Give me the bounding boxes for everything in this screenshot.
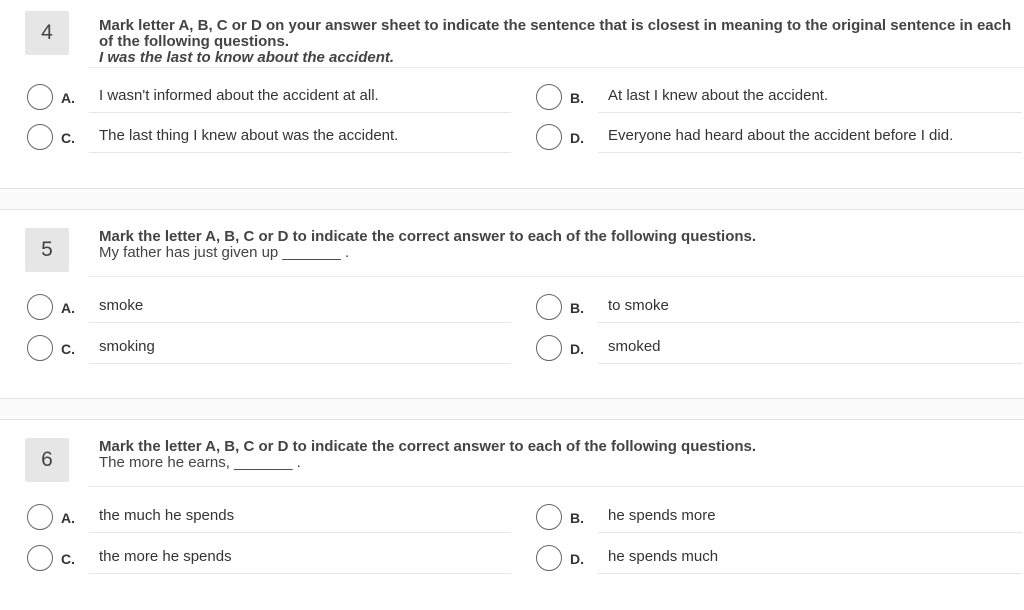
radio-button[interactable] [27,335,53,361]
option-text: the much he spends [99,507,235,524]
option-letter: A. [61,90,75,106]
option-underline [598,363,1022,364]
option-c[interactable] [27,540,511,574]
option-text: smoke [99,297,144,314]
option-text: At last I knew about the accident. [608,87,829,104]
option-a[interactable] [27,289,511,323]
option-underline [89,322,511,323]
question-instruction: Mark letter A, B, C or D on your answer sheet to indicate the sentence that is closest in meaning to the original sentence in each of the following questions. [99,17,1012,50]
question-4 [0,0,1024,190]
question-gap [0,399,1024,419]
option-underline [89,532,511,533]
option-b[interactable] [536,289,1022,323]
radio-button[interactable] [536,504,562,530]
option-letter: C. [61,130,75,146]
question-number: 4 [25,11,69,55]
option-underline [89,112,511,113]
option-underline [598,573,1022,574]
option-letter: D. [570,130,584,146]
option-letter: D. [570,341,584,357]
question-gap [0,189,1024,209]
option-c[interactable] [27,119,511,153]
option-d[interactable] [536,330,1022,364]
question-6 [0,420,1024,610]
radio-button[interactable] [536,294,562,320]
option-underline [89,363,511,364]
question-5 [0,210,1024,400]
option-letter: B. [570,510,584,526]
radio-button[interactable] [27,504,53,530]
stem-divider [88,67,1024,68]
option-letter: A. [61,300,75,316]
option-letter: C. [61,341,75,357]
option-letter: C. [61,551,75,567]
radio-button[interactable] [536,335,562,361]
option-d[interactable] [536,540,1022,574]
radio-button[interactable] [536,545,562,571]
radio-button[interactable] [27,545,53,571]
option-text: the more he spends [99,548,232,565]
option-text: he spends more [608,507,716,524]
option-d[interactable] [536,119,1022,153]
option-text: smoked [608,338,661,355]
option-text: I wasn't informed about the accident at all. [99,87,379,104]
question-stem: My father has just given up _______ . [99,244,350,261]
question-stem: I was the last to know about the accident. [99,49,395,66]
radio-button[interactable] [27,294,53,320]
option-underline [89,152,511,153]
stem-divider [88,486,1024,487]
option-underline [598,112,1022,113]
option-text: The last thing I knew about was the accident. [99,127,399,144]
option-letter: A. [61,510,75,526]
question-number: 5 [25,228,69,272]
option-letter: B. [570,90,584,106]
radio-button[interactable] [536,124,562,150]
option-underline [598,532,1022,533]
option-text: he spends much [608,548,719,565]
stem-divider [88,276,1024,277]
question-instruction: Mark the letter A, B, C or D to indicate the correct answer to each of the following questions. [99,438,757,455]
option-letter: B. [570,300,584,316]
option-a[interactable] [27,499,511,533]
question-number: 6 [25,438,69,482]
option-text: Everyone had heard about the accident before I did. [608,127,954,144]
radio-button[interactable] [27,124,53,150]
option-c[interactable] [27,330,511,364]
option-underline [598,322,1022,323]
option-underline [89,573,511,574]
option-underline [598,152,1022,153]
option-letter: D. [570,551,584,567]
radio-button[interactable] [27,84,53,110]
option-b[interactable] [536,499,1022,533]
question-stem: The more he earns, _______ . [99,454,301,471]
question-instruction: Mark the letter A, B, C or D to indicate the correct answer to each of the following questions. [99,228,757,245]
option-text: to smoke [608,297,669,314]
option-b[interactable] [536,79,1022,113]
option-text: smoking [99,338,155,355]
radio-button[interactable] [536,84,562,110]
option-a[interactable] [27,79,511,113]
